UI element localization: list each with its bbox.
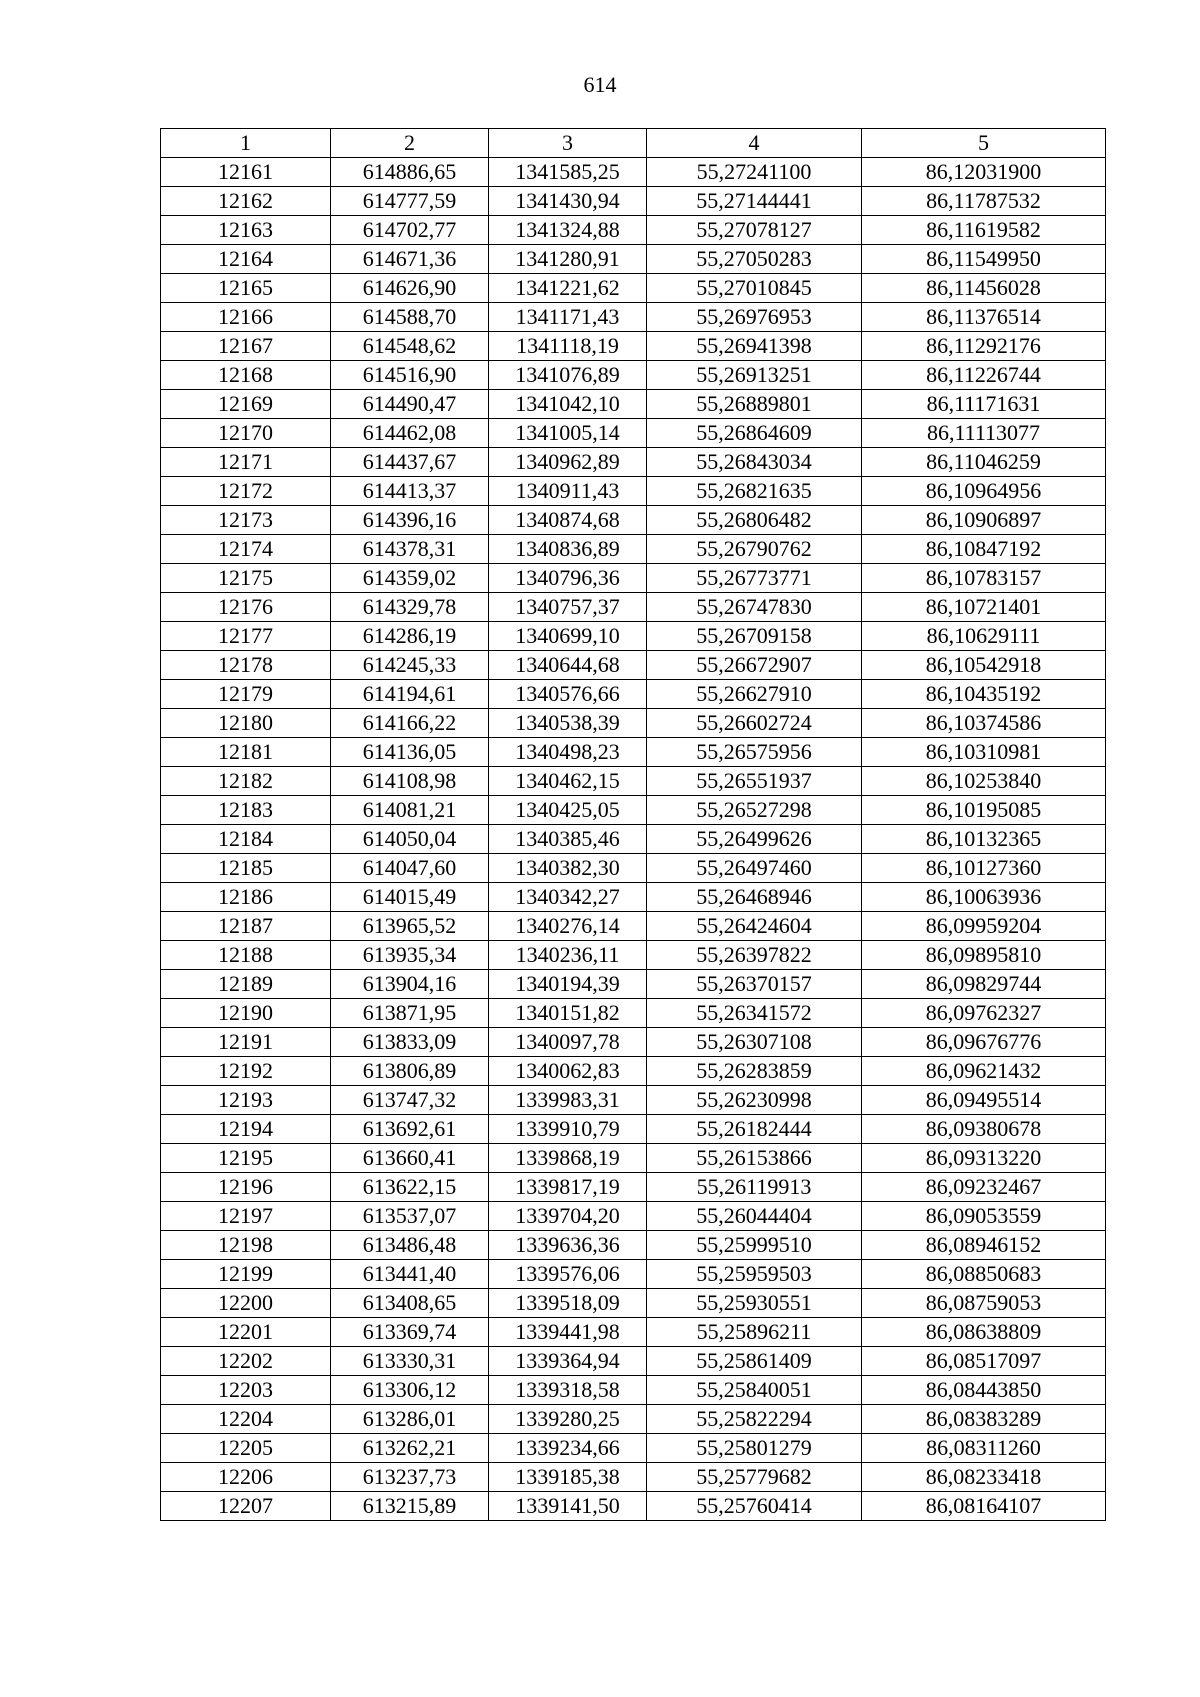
table-cell: 614886,65 — [331, 158, 489, 187]
table-cell: 614050,04 — [331, 825, 489, 854]
table-cell: 12191 — [161, 1028, 331, 1057]
table-row — [161, 564, 1106, 593]
table-row — [161, 680, 1106, 709]
table-row — [161, 1173, 1106, 1202]
table-cell: 55,26153866 — [647, 1144, 862, 1173]
table-cell: 55,26499626 — [647, 825, 862, 854]
table-cell: 86,10721401 — [862, 593, 1106, 622]
table-cell: 1339185,38 — [489, 1463, 647, 1492]
column-header: 3 — [489, 129, 647, 158]
table-cell: 1340796,36 — [489, 564, 647, 593]
table-cell: 55,26527298 — [647, 796, 862, 825]
table-cell: 86,10964956 — [862, 477, 1106, 506]
table-cell: 86,08850683 — [862, 1260, 1106, 1289]
table-cell: 86,10906897 — [862, 506, 1106, 535]
table-row — [161, 274, 1106, 303]
table-cell: 614359,02 — [331, 564, 489, 593]
table-cell: 1339636,36 — [489, 1231, 647, 1260]
table-cell: 86,10783157 — [862, 564, 1106, 593]
table-cell: 613904,16 — [331, 970, 489, 999]
table-cell: 55,25999510 — [647, 1231, 862, 1260]
table-cell: 1340062,83 — [489, 1057, 647, 1086]
table-cell: 613692,61 — [331, 1115, 489, 1144]
table-cell: 55,26773771 — [647, 564, 862, 593]
column-header: 5 — [862, 129, 1106, 158]
table-cell: 86,09495514 — [862, 1086, 1106, 1115]
table-cell: 12206 — [161, 1463, 331, 1492]
table-cell: 12185 — [161, 854, 331, 883]
table-cell: 1339817,19 — [489, 1173, 647, 1202]
table-row — [161, 622, 1106, 651]
table-cell: 55,26806482 — [647, 506, 862, 535]
table-cell: 613871,95 — [331, 999, 489, 1028]
table-cell: 1340538,39 — [489, 709, 647, 738]
table-cell: 614081,21 — [331, 796, 489, 825]
table-cell: 86,08164107 — [862, 1492, 1106, 1521]
table-cell: 614015,49 — [331, 883, 489, 912]
table-cell: 86,12031900 — [862, 158, 1106, 187]
table-cell: 1340342,27 — [489, 883, 647, 912]
table-cell: 614166,22 — [331, 709, 489, 738]
table-cell: 12199 — [161, 1260, 331, 1289]
table-cell: 12194 — [161, 1115, 331, 1144]
table-cell: 55,27241100 — [647, 158, 862, 187]
table-cell: 55,27078127 — [647, 216, 862, 245]
table-cell: 86,09313220 — [862, 1144, 1106, 1173]
table-row — [161, 1376, 1106, 1405]
table-cell: 613537,07 — [331, 1202, 489, 1231]
table-cell: 613215,89 — [331, 1492, 489, 1521]
table-row — [161, 361, 1106, 390]
table-cell: 613237,73 — [331, 1463, 489, 1492]
table-cell: 614194,61 — [331, 680, 489, 709]
table-cell: 12177 — [161, 622, 331, 651]
table-cell: 55,26341572 — [647, 999, 862, 1028]
table-row — [161, 738, 1106, 767]
table-cell: 55,25822294 — [647, 1405, 862, 1434]
table-cell: 613408,65 — [331, 1289, 489, 1318]
table-body — [161, 129, 1106, 1521]
table-cell: 86,11113077 — [862, 419, 1106, 448]
table-cell: 1341171,43 — [489, 303, 647, 332]
table-cell: 614413,37 — [331, 477, 489, 506]
table-row — [161, 1492, 1106, 1521]
table-cell: 12202 — [161, 1347, 331, 1376]
table-row — [161, 216, 1106, 245]
table-cell: 12178 — [161, 651, 331, 680]
table-cell: 1340151,82 — [489, 999, 647, 1028]
table-cell: 12190 — [161, 999, 331, 1028]
table-cell: 55,27010845 — [647, 274, 862, 303]
table-cell: 86,11376514 — [862, 303, 1106, 332]
table-cell: 55,26119913 — [647, 1173, 862, 1202]
table-cell: 55,26913251 — [647, 361, 862, 390]
table-cell: 12205 — [161, 1434, 331, 1463]
table-cell: 1339910,79 — [489, 1115, 647, 1144]
table-row — [161, 1231, 1106, 1260]
table-row — [161, 854, 1106, 883]
table-cell: 614548,62 — [331, 332, 489, 361]
table-cell: 1340097,78 — [489, 1028, 647, 1057]
table-cell: 1339868,19 — [489, 1144, 647, 1173]
table-cell: 1341118,19 — [489, 332, 647, 361]
table-cell: 12197 — [161, 1202, 331, 1231]
table-cell: 86,11619582 — [862, 216, 1106, 245]
table-cell: 86,10847192 — [862, 535, 1106, 564]
table-cell: 1340644,68 — [489, 651, 647, 680]
table-cell: 12204 — [161, 1405, 331, 1434]
table-cell: 55,26602724 — [647, 709, 862, 738]
table-cell: 613306,12 — [331, 1376, 489, 1405]
table-cell: 86,09895810 — [862, 941, 1106, 970]
table-row — [161, 187, 1106, 216]
table-cell: 1341280,91 — [489, 245, 647, 274]
table-cell: 1339364,94 — [489, 1347, 647, 1376]
table-row — [161, 1463, 1106, 1492]
table-row — [161, 1202, 1106, 1231]
table-cell: 12172 — [161, 477, 331, 506]
table-cell: 1339318,58 — [489, 1376, 647, 1405]
table-cell: 55,25896211 — [647, 1318, 862, 1347]
table-cell: 1340911,43 — [489, 477, 647, 506]
table-cell: 1340194,39 — [489, 970, 647, 999]
table-cell: 614777,59 — [331, 187, 489, 216]
table-cell: 614490,47 — [331, 390, 489, 419]
column-header: 4 — [647, 129, 862, 158]
table-cell: 12161 — [161, 158, 331, 187]
table-cell: 12196 — [161, 1173, 331, 1202]
table-cell: 613660,41 — [331, 1144, 489, 1173]
table-cell: 55,26709158 — [647, 622, 862, 651]
table-cell: 86,09829744 — [862, 970, 1106, 999]
table-header-row — [161, 129, 1106, 158]
table-cell: 12174 — [161, 535, 331, 564]
table-cell: 55,26182444 — [647, 1115, 862, 1144]
table-cell: 12184 — [161, 825, 331, 854]
table-cell: 1339704,20 — [489, 1202, 647, 1231]
table-cell: 1340836,89 — [489, 535, 647, 564]
table-cell: 1341076,89 — [489, 361, 647, 390]
table-cell: 86,08517097 — [862, 1347, 1106, 1376]
table-row — [161, 1318, 1106, 1347]
table-row — [161, 1086, 1106, 1115]
table-cell: 55,26627910 — [647, 680, 862, 709]
table-row — [161, 1289, 1106, 1318]
table-cell: 55,26821635 — [647, 477, 862, 506]
table-cell: 613833,09 — [331, 1028, 489, 1057]
table-cell: 86,09053559 — [862, 1202, 1106, 1231]
table-cell: 12203 — [161, 1376, 331, 1405]
table-cell: 1340382,30 — [489, 854, 647, 883]
table-cell: 86,09621432 — [862, 1057, 1106, 1086]
table-cell: 55,25779682 — [647, 1463, 862, 1492]
table-cell: 1340576,66 — [489, 680, 647, 709]
table-cell: 12189 — [161, 970, 331, 999]
table-row — [161, 1405, 1106, 1434]
table-row — [161, 245, 1106, 274]
table-cell: 12183 — [161, 796, 331, 825]
table-cell: 55,27144441 — [647, 187, 862, 216]
table-row — [161, 1057, 1106, 1086]
table-cell: 55,26889801 — [647, 390, 862, 419]
table-cell: 1339141,50 — [489, 1492, 647, 1521]
table-cell: 86,10310981 — [862, 738, 1106, 767]
table-cell: 86,11456028 — [862, 274, 1106, 303]
table-cell: 86,08233418 — [862, 1463, 1106, 1492]
table-cell: 86,11787532 — [862, 187, 1106, 216]
table-cell: 12167 — [161, 332, 331, 361]
table-cell: 613286,01 — [331, 1405, 489, 1434]
table-cell: 613262,21 — [331, 1434, 489, 1463]
table-row — [161, 158, 1106, 187]
page-number: 614 — [583, 72, 617, 97]
table-cell: 55,26307108 — [647, 1028, 862, 1057]
table-cell: 1341585,25 — [489, 158, 647, 187]
table-cell: 12192 — [161, 1057, 331, 1086]
table-row — [161, 1144, 1106, 1173]
table-cell: 55,26672907 — [647, 651, 862, 680]
table-cell: 12168 — [161, 361, 331, 390]
table-cell: 86,08443850 — [862, 1376, 1106, 1405]
table-row — [161, 390, 1106, 419]
table-cell: 614626,90 — [331, 274, 489, 303]
table-row — [161, 912, 1106, 941]
table-cell: 86,10253840 — [862, 767, 1106, 796]
table-cell: 86,11549950 — [862, 245, 1106, 274]
table-cell: 55,25760414 — [647, 1492, 862, 1521]
table-cell: 12170 — [161, 419, 331, 448]
table-cell: 12173 — [161, 506, 331, 535]
table-cell: 1339518,09 — [489, 1289, 647, 1318]
table-cell: 55,26843034 — [647, 448, 862, 477]
table-cell: 86,11046259 — [862, 448, 1106, 477]
table-cell: 1339983,31 — [489, 1086, 647, 1115]
table-cell: 12179 — [161, 680, 331, 709]
table-cell: 55,26551937 — [647, 767, 862, 796]
table-cell: 86,11171631 — [862, 390, 1106, 419]
table-row — [161, 1028, 1106, 1057]
table-cell: 1339280,25 — [489, 1405, 647, 1434]
table-cell: 55,26424604 — [647, 912, 862, 941]
table-row — [161, 419, 1106, 448]
table-cell: 86,09762327 — [862, 999, 1106, 1028]
table-cell: 12180 — [161, 709, 331, 738]
table-cell: 12195 — [161, 1144, 331, 1173]
table-cell: 12162 — [161, 187, 331, 216]
table-cell: 55,26941398 — [647, 332, 862, 361]
table-cell: 614516,90 — [331, 361, 489, 390]
table-cell: 55,25840051 — [647, 1376, 862, 1405]
table-cell: 86,09676776 — [862, 1028, 1106, 1057]
table-cell: 86,09232467 — [862, 1173, 1106, 1202]
table-cell: 55,25959503 — [647, 1260, 862, 1289]
table-cell: 613747,32 — [331, 1086, 489, 1115]
table-cell: 1340498,23 — [489, 738, 647, 767]
table-cell: 55,26976953 — [647, 303, 862, 332]
table-cell: 1341221,62 — [489, 274, 647, 303]
table-cell: 55,26575956 — [647, 738, 862, 767]
table-cell: 1340276,14 — [489, 912, 647, 941]
table-cell: 86,08638809 — [862, 1318, 1106, 1347]
table-cell: 613330,31 — [331, 1347, 489, 1376]
table-cell: 614671,36 — [331, 245, 489, 274]
table-cell: 12164 — [161, 245, 331, 274]
table-cell: 614396,16 — [331, 506, 489, 535]
table-cell: 613369,74 — [331, 1318, 489, 1347]
table-cell: 55,26468946 — [647, 883, 862, 912]
table-cell: 614136,05 — [331, 738, 489, 767]
table-cell: 1340874,68 — [489, 506, 647, 535]
table-row — [161, 796, 1106, 825]
table-cell: 12186 — [161, 883, 331, 912]
table-cell: 1340462,15 — [489, 767, 647, 796]
table-cell: 86,10542918 — [862, 651, 1106, 680]
table-cell: 12171 — [161, 448, 331, 477]
table-row — [161, 883, 1106, 912]
table-cell: 613441,40 — [331, 1260, 489, 1289]
table-cell: 12166 — [161, 303, 331, 332]
table-cell: 55,26283859 — [647, 1057, 862, 1086]
table-cell: 614329,78 — [331, 593, 489, 622]
table-cell: 12193 — [161, 1086, 331, 1115]
table-row — [161, 1260, 1106, 1289]
table-cell: 86,11226744 — [862, 361, 1106, 390]
table-row — [161, 332, 1106, 361]
table-cell: 1339576,06 — [489, 1260, 647, 1289]
table-cell: 614245,33 — [331, 651, 489, 680]
table-cell: 86,10195085 — [862, 796, 1106, 825]
table-cell: 1340236,11 — [489, 941, 647, 970]
table-cell: 1341324,88 — [489, 216, 647, 245]
table-cell: 12181 — [161, 738, 331, 767]
table-cell: 12188 — [161, 941, 331, 970]
table-cell: 614437,67 — [331, 448, 489, 477]
table-cell: 1340385,46 — [489, 825, 647, 854]
table-cell: 12201 — [161, 1318, 331, 1347]
table-cell: 12200 — [161, 1289, 331, 1318]
table-cell: 86,08946152 — [862, 1231, 1106, 1260]
table-cell: 86,08383289 — [862, 1405, 1106, 1434]
table-row — [161, 448, 1106, 477]
table-cell: 55,25861409 — [647, 1347, 862, 1376]
table-cell: 614108,98 — [331, 767, 489, 796]
table-row — [161, 825, 1106, 854]
table-row — [161, 941, 1106, 970]
column-header: 2 — [331, 129, 489, 158]
table-cell: 12182 — [161, 767, 331, 796]
table-cell: 12176 — [161, 593, 331, 622]
table-cell: 613965,52 — [331, 912, 489, 941]
table-row — [161, 593, 1106, 622]
table-cell: 614286,19 — [331, 622, 489, 651]
table-cell: 1340757,37 — [489, 593, 647, 622]
table-cell: 86,08759053 — [862, 1289, 1106, 1318]
table-row — [161, 999, 1106, 1028]
table-cell: 614702,77 — [331, 216, 489, 245]
table-cell: 12169 — [161, 390, 331, 419]
table-row — [161, 506, 1106, 535]
table-cell: 613806,89 — [331, 1057, 489, 1086]
table-row — [161, 477, 1106, 506]
table-row — [161, 535, 1106, 564]
table-row — [161, 1347, 1106, 1376]
table-cell: 614378,31 — [331, 535, 489, 564]
table-cell: 1339234,66 — [489, 1434, 647, 1463]
table-cell: 613486,48 — [331, 1231, 489, 1260]
table-cell: 55,26790762 — [647, 535, 862, 564]
table-cell: 55,26747830 — [647, 593, 862, 622]
table-cell: 613935,34 — [331, 941, 489, 970]
table-cell: 614462,08 — [331, 419, 489, 448]
table-row — [161, 767, 1106, 796]
table-cell: 1340425,05 — [489, 796, 647, 825]
table-cell: 86,08311260 — [862, 1434, 1106, 1463]
table-cell: 614047,60 — [331, 854, 489, 883]
table-cell: 55,26864609 — [647, 419, 862, 448]
table-cell: 86,11292176 — [862, 332, 1106, 361]
table-cell: 1341430,94 — [489, 187, 647, 216]
table-row — [161, 1115, 1106, 1144]
table-row — [161, 303, 1106, 332]
table-cell: 55,26370157 — [647, 970, 862, 999]
table-cell: 613622,15 — [331, 1173, 489, 1202]
table-cell: 86,09959204 — [862, 912, 1106, 941]
table-row — [161, 651, 1106, 680]
table-cell: 614588,70 — [331, 303, 489, 332]
table-cell: 12187 — [161, 912, 331, 941]
table-cell: 12165 — [161, 274, 331, 303]
table-cell: 1340962,89 — [489, 448, 647, 477]
table-cell: 12175 — [161, 564, 331, 593]
table-row — [161, 1434, 1106, 1463]
table-row — [161, 709, 1106, 738]
column-header: 1 — [161, 129, 331, 158]
table-cell: 86,10127360 — [862, 854, 1106, 883]
table-cell: 55,27050283 — [647, 245, 862, 274]
table-cell: 86,09380678 — [862, 1115, 1106, 1144]
table-cell: 1340699,10 — [489, 622, 647, 651]
table-cell: 86,10132365 — [862, 825, 1106, 854]
table-cell: 55,26230998 — [647, 1086, 862, 1115]
table-cell: 12207 — [161, 1492, 331, 1521]
table-cell: 1341005,14 — [489, 419, 647, 448]
table-cell: 55,26044404 — [647, 1202, 862, 1231]
table-cell: 55,26497460 — [647, 854, 862, 883]
table-cell: 55,25801279 — [647, 1434, 862, 1463]
table-cell: 86,10374586 — [862, 709, 1106, 738]
table-cell: 1339441,98 — [489, 1318, 647, 1347]
table-cell: 1341042,10 — [489, 390, 647, 419]
coordinates-table — [160, 128, 1106, 1521]
table-row — [161, 970, 1106, 999]
table-cell: 86,10629111 — [862, 622, 1106, 651]
table-cell: 12198 — [161, 1231, 331, 1260]
table-cell: 55,25930551 — [647, 1289, 862, 1318]
table-cell: 12163 — [161, 216, 331, 245]
table-cell: 55,26397822 — [647, 941, 862, 970]
table-cell: 86,10063936 — [862, 883, 1106, 912]
table-cell: 86,10435192 — [862, 680, 1106, 709]
